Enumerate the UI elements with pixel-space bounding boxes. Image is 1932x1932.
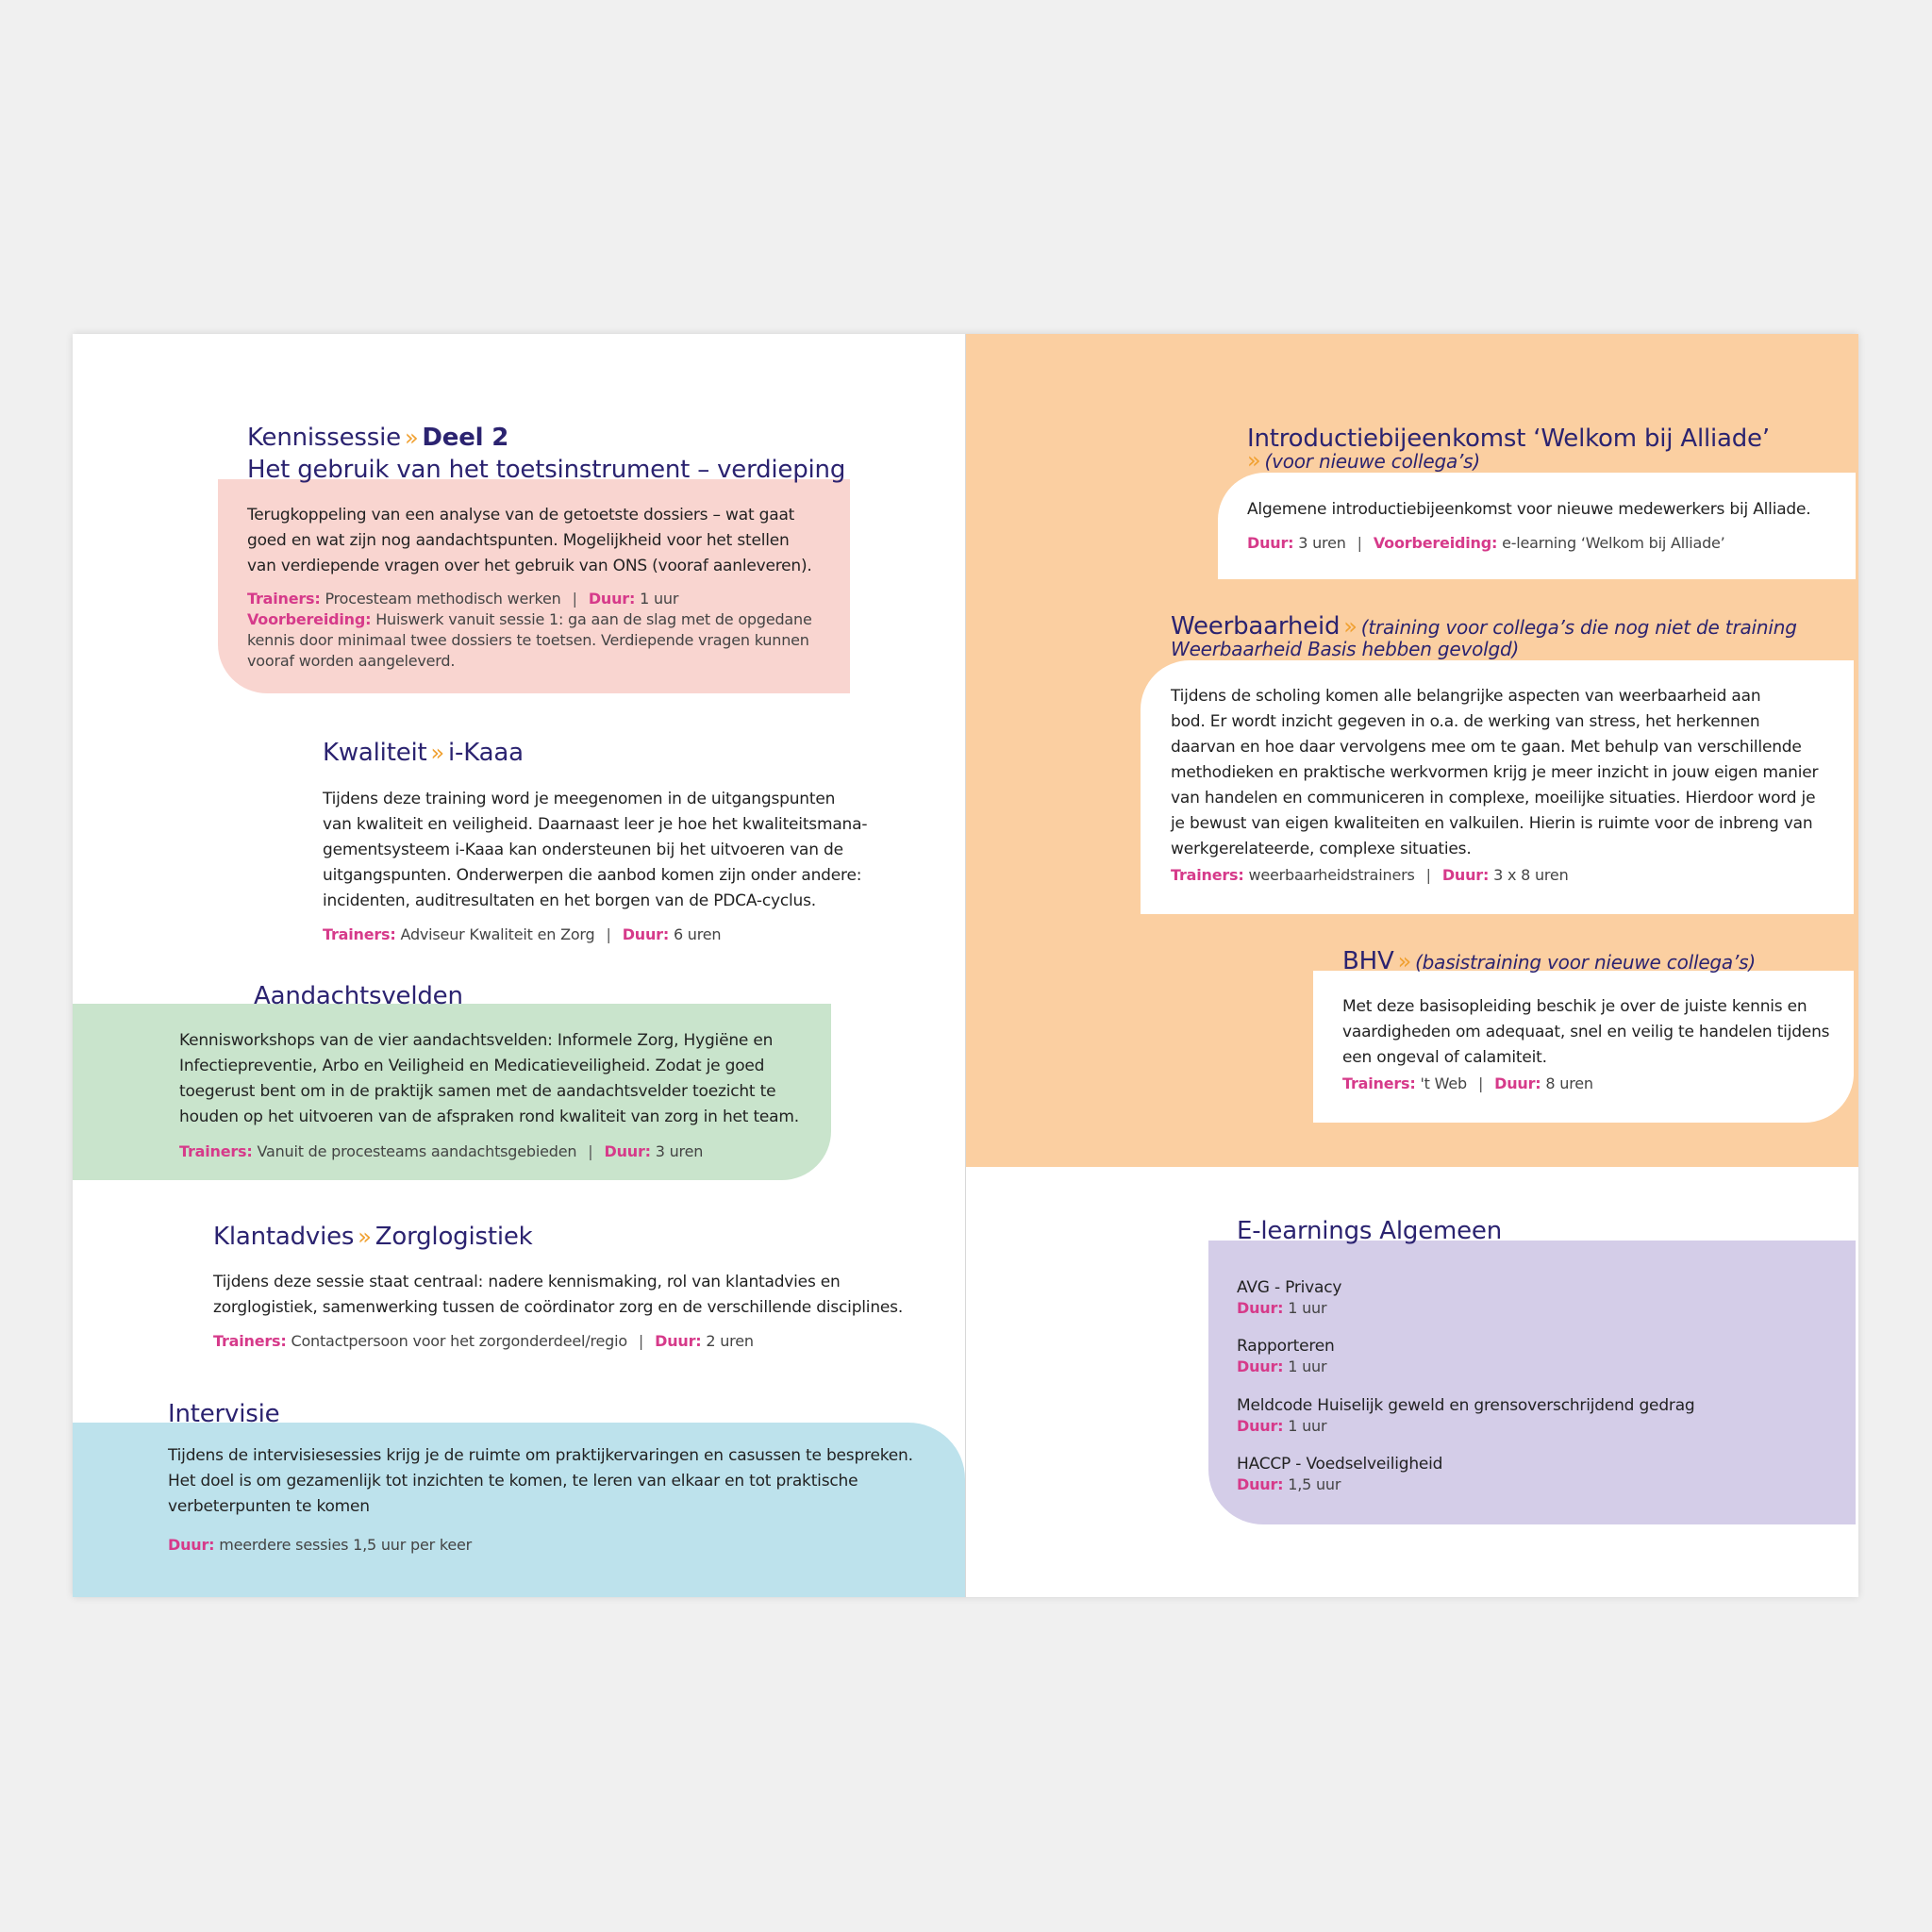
chevron-icon: » [1397, 948, 1412, 974]
aandachtsvelden-title: Aandachtsvelden [254, 982, 463, 1010]
kennissessie-meta [247, 589, 812, 672]
body-line: Met deze basisopleiding beschik je over de juiste kennis en [1342, 997, 1807, 1016]
voorbereiding-label: Voorbereiding: [247, 610, 372, 628]
duur-value: 8 uren [1545, 1074, 1593, 1092]
introductie-box [1218, 473, 1856, 579]
body-line: Kennisworkshops van de vier aandachtsvelden: Informele Zorg, Hygiëne en [179, 1031, 774, 1050]
right-page [965, 334, 1858, 1597]
duur-label: Duur: [1237, 1417, 1284, 1435]
body-line: houden op het uitvoeren van de afspraken rond kwaliteit van zorg in het team. [179, 1108, 799, 1126]
duur-label: Duur: [1237, 1475, 1284, 1493]
separator: | [1425, 866, 1431, 884]
duur-value: 1 uur [1288, 1417, 1327, 1435]
elearning-item-duur [1237, 1416, 1695, 1437]
elearnings-title: E-learnings Algemeen [1237, 1217, 1502, 1245]
body-line: je bewust van eigen kwaliteiten en valkuilen. Hierin is ruimte voor de inbreng van [1171, 814, 1813, 833]
chevron-icon: » [1343, 613, 1357, 640]
elearning-item-duur [1237, 1474, 1442, 1495]
chevron-icon: » [404, 425, 419, 451]
bhv-body [1342, 994, 1829, 1071]
body-line: van kwaliteit en veiligheid. Daarnaast leer je hoe het kwaliteitsmana- [323, 815, 868, 834]
duur-value: 1 uur [1288, 1299, 1327, 1317]
body-line: Tijdens de scholing komen alle belangrijke aspecten van weerbaarheid aan [1171, 687, 1761, 706]
trainers-label: Trainers: [1342, 1074, 1416, 1092]
elearning-item-name: AVG - Privacy [1237, 1278, 1342, 1297]
introductie-body: Algemene introductiebijeenkomst voor nieuwe medewerkers bij Alliade. [1247, 500, 1811, 519]
bhv-title [1342, 945, 1756, 978]
body-line: incidenten, auditresultaten en het borgen van de PDCA-cyclus. [323, 891, 816, 910]
separator: | [606, 925, 611, 943]
chevron-icon: » [358, 1224, 372, 1250]
brochure-spread [73, 334, 1858, 1597]
kennissessie-subtitle: Het gebruik van het toetsinstrument – verdieping [247, 456, 846, 484]
kwaliteit-title-part1: Kwaliteit [323, 739, 427, 767]
body-line: methodieken en praktische werkvormen krijg je meer inzicht in jouw eigen manier [1171, 763, 1819, 782]
body-line: van verdiepende vragen over het gebruik van ONS (vooraf aanleveren). [247, 557, 812, 575]
kennissessie-body [247, 503, 812, 579]
elearning-item [1237, 1277, 1341, 1319]
trainers-value: Contactpersoon voor het zorgonderdeel/regio [291, 1332, 627, 1350]
body-line: Tijdens deze sessie staat centraal: nadere kennismaking, rol van klantadvies en [213, 1273, 841, 1291]
introductie-subtitle-text: (voor nieuwe collega’s) [1264, 450, 1480, 473]
intervisie-title: Intervisie [168, 1400, 280, 1428]
trainers-label: Trainers: [323, 925, 396, 943]
duur-label: Duur: [1494, 1074, 1541, 1092]
trainers-label: Trainers: [1171, 866, 1244, 884]
trainers-value: weerbaarheidstrainers [1248, 866, 1415, 884]
duur-label: Duur: [655, 1332, 702, 1350]
weerbaarheid-title-text: Weerbaarheid [1171, 612, 1341, 641]
body-line: een ongeval of calamiteit. [1342, 1048, 1547, 1067]
duur-label: Duur: [1247, 534, 1294, 552]
kwaliteit-body [323, 787, 867, 914]
kwaliteit-meta [323, 924, 721, 945]
separator: | [588, 1142, 593, 1160]
intervisie-body [168, 1443, 913, 1520]
duur-value: 1 uur [1288, 1357, 1327, 1375]
separator: | [1357, 534, 1362, 552]
separator: | [638, 1332, 644, 1350]
duur-value: 1,5 uur [1288, 1475, 1341, 1493]
left-page [73, 334, 965, 1597]
trainers-label: Trainers: [247, 590, 321, 608]
body-line: verbeterpunten te komen [168, 1497, 370, 1516]
duur-value: 3 uren [655, 1142, 704, 1160]
elearning-item-name: HACCP - Voedselveiligheid [1237, 1455, 1443, 1474]
separator: | [572, 590, 577, 608]
duur-value: 2 uren [706, 1332, 754, 1350]
meta-voorbereiding [247, 609, 812, 630]
trainers-label: Trainers: [213, 1332, 287, 1350]
body-line: daarvan en hoe daar vervolgens mee om te gaan. Met behulp van verschillende [1171, 738, 1802, 757]
duur-label: Duur: [604, 1142, 651, 1160]
body-line: zorglogistiek, samenwerking tussen de coördinator zorg en de verschillende disciplines. [213, 1298, 904, 1317]
voorbereiding-label: Voorbereiding: [1373, 534, 1498, 552]
trainers-value: 't Web [1420, 1074, 1467, 1092]
elearning-item-duur [1237, 1357, 1335, 1377]
duur-label: Duur: [622, 925, 670, 943]
meta-trainers-duur [247, 589, 812, 609]
elearning-item [1237, 1395, 1695, 1437]
body-line: werkgerelateerde, complexe situaties. [1171, 840, 1472, 858]
voorbereiding-line: kennis door minimaal twee dossiers te toetsen. Verdiepende vragen kunnen [247, 631, 809, 649]
body-line: Tijdens de intervisiesessies krijg je de ruimte om praktijkervaringen en casussen te bespreken. [168, 1446, 913, 1465]
bhv-meta [1342, 1074, 1593, 1094]
elearning-item-duur [1237, 1298, 1341, 1319]
klantadvies-title-part2: Zorglogistiek [375, 1223, 533, 1251]
duur-value: 3 uren [1298, 534, 1346, 552]
weerbaarheid-subtitle-line2: Weerbaarheid Basis hebben gevolgd) [1171, 638, 1520, 660]
elearning-item [1237, 1454, 1442, 1495]
introductie-subtitle [1247, 448, 1480, 474]
duur-label: Duur: [1237, 1299, 1284, 1317]
kennissessie-title-part2: Deel 2 [422, 424, 509, 452]
klantadvies-body [213, 1270, 903, 1321]
weerbaarheid-body [1171, 684, 1818, 862]
body-line: Tijdens deze training word je meegenomen in de uitgangspunten [323, 790, 836, 808]
duur-label: Duur: [588, 590, 636, 608]
trainers-label: Trainers: [179, 1142, 253, 1160]
body-line: Het doel is om gezamenlijk tot inzichten te komen, te leren van elkaar en tot praktische [168, 1472, 858, 1491]
duur-value: 6 uren [673, 925, 722, 943]
body-line: vaardigheden om adequaat, snel en veilig te handelen tijdens [1342, 1023, 1830, 1041]
trainers-value: Adviseur Kwaliteit en Zorg [400, 925, 595, 943]
aandachtsvelden-body [179, 1028, 799, 1130]
weerbaarheid-meta [1171, 865, 1569, 886]
voorbereiding-value: Huiswerk vanuit sessie 1: ga aan de slag met de opgedane [375, 610, 812, 628]
introductie-title: Introductiebijeenkomst ‘Welkom bij Alliade’ [1247, 425, 1770, 453]
trainers-value: Vanuit de procesteams aandachtsgebieden [257, 1142, 577, 1160]
elearning-item-name: Rapporteren [1237, 1337, 1335, 1356]
elearning-item-name: Meldcode Huiselijk geweld en grensoverschrijdend gedrag [1237, 1396, 1695, 1415]
body-line: bod. Er wordt inzicht gegeven in o.a. de werking van stress, het herkennen [1171, 712, 1760, 731]
klantadvies-title-part1: Klantadvies [213, 1223, 355, 1251]
trainers-value: Procesteam methodisch werken [325, 590, 561, 608]
introductie-meta [1247, 533, 1725, 554]
duur-value: meerdere sessies 1,5 uur per keer [219, 1536, 473, 1554]
separator: | [1477, 1074, 1484, 1092]
kwaliteit-title [323, 737, 524, 769]
duur-label: Duur: [168, 1536, 215, 1554]
body-line: gementsysteem i-Kaaa kan ondersteunen bij het uitvoeren van de [323, 841, 843, 859]
duur-label: Duur: [1237, 1357, 1284, 1375]
kwaliteit-title-part2: i-Kaaa [448, 739, 524, 767]
voorbereiding-line: vooraf worden aangeleverd. [247, 652, 456, 670]
duur-value: 1 uur [640, 590, 679, 608]
body-line: van handelen en communiceren in complexe, moeilijke situaties. Hierdoor word je [1171, 789, 1816, 808]
voorbereiding-value: e-learning ‘Welkom bij Alliade’ [1502, 534, 1725, 552]
klantadvies-title [213, 1221, 533, 1253]
kennissessie-title-part1: Kennissessie [247, 424, 401, 452]
intervisie-meta [168, 1535, 472, 1556]
weerbaarheid-subtitle-line1: (training voor collega’s die nog niet de training [1360, 616, 1797, 639]
bhv-subtitle: (basistraining voor nieuwe collega’s) [1415, 951, 1756, 974]
klantadvies-meta [213, 1331, 754, 1352]
body-line: Terugkoppeling van een analyse van de getoetste dossiers – wat gaat [247, 506, 795, 525]
aandachtsvelden-meta [179, 1141, 703, 1162]
bhv-title-text: BHV [1342, 947, 1394, 975]
chevron-icon: » [1247, 447, 1261, 474]
kennissessie-title [247, 422, 508, 454]
chevron-icon: » [430, 740, 444, 766]
body-line: goed en wat zijn nog aandachtspunten. Mogelijkheid voor het stellen [247, 531, 790, 550]
body-line: uitgangspunten. Onderwerpen die aanbod komen zijn onder andere: [323, 866, 862, 885]
duur-value: 3 x 8 uren [1493, 866, 1569, 884]
body-line: Infectiepreventie, Arbo en Veiligheid en Medicatieveiligheid. Zodat je goed [179, 1057, 765, 1075]
elearning-item [1237, 1336, 1335, 1377]
body-line: toegerust bent om in de praktijk samen met de aandachtsvelder toezicht te [179, 1082, 776, 1101]
duur-label: Duur: [1441, 866, 1490, 884]
